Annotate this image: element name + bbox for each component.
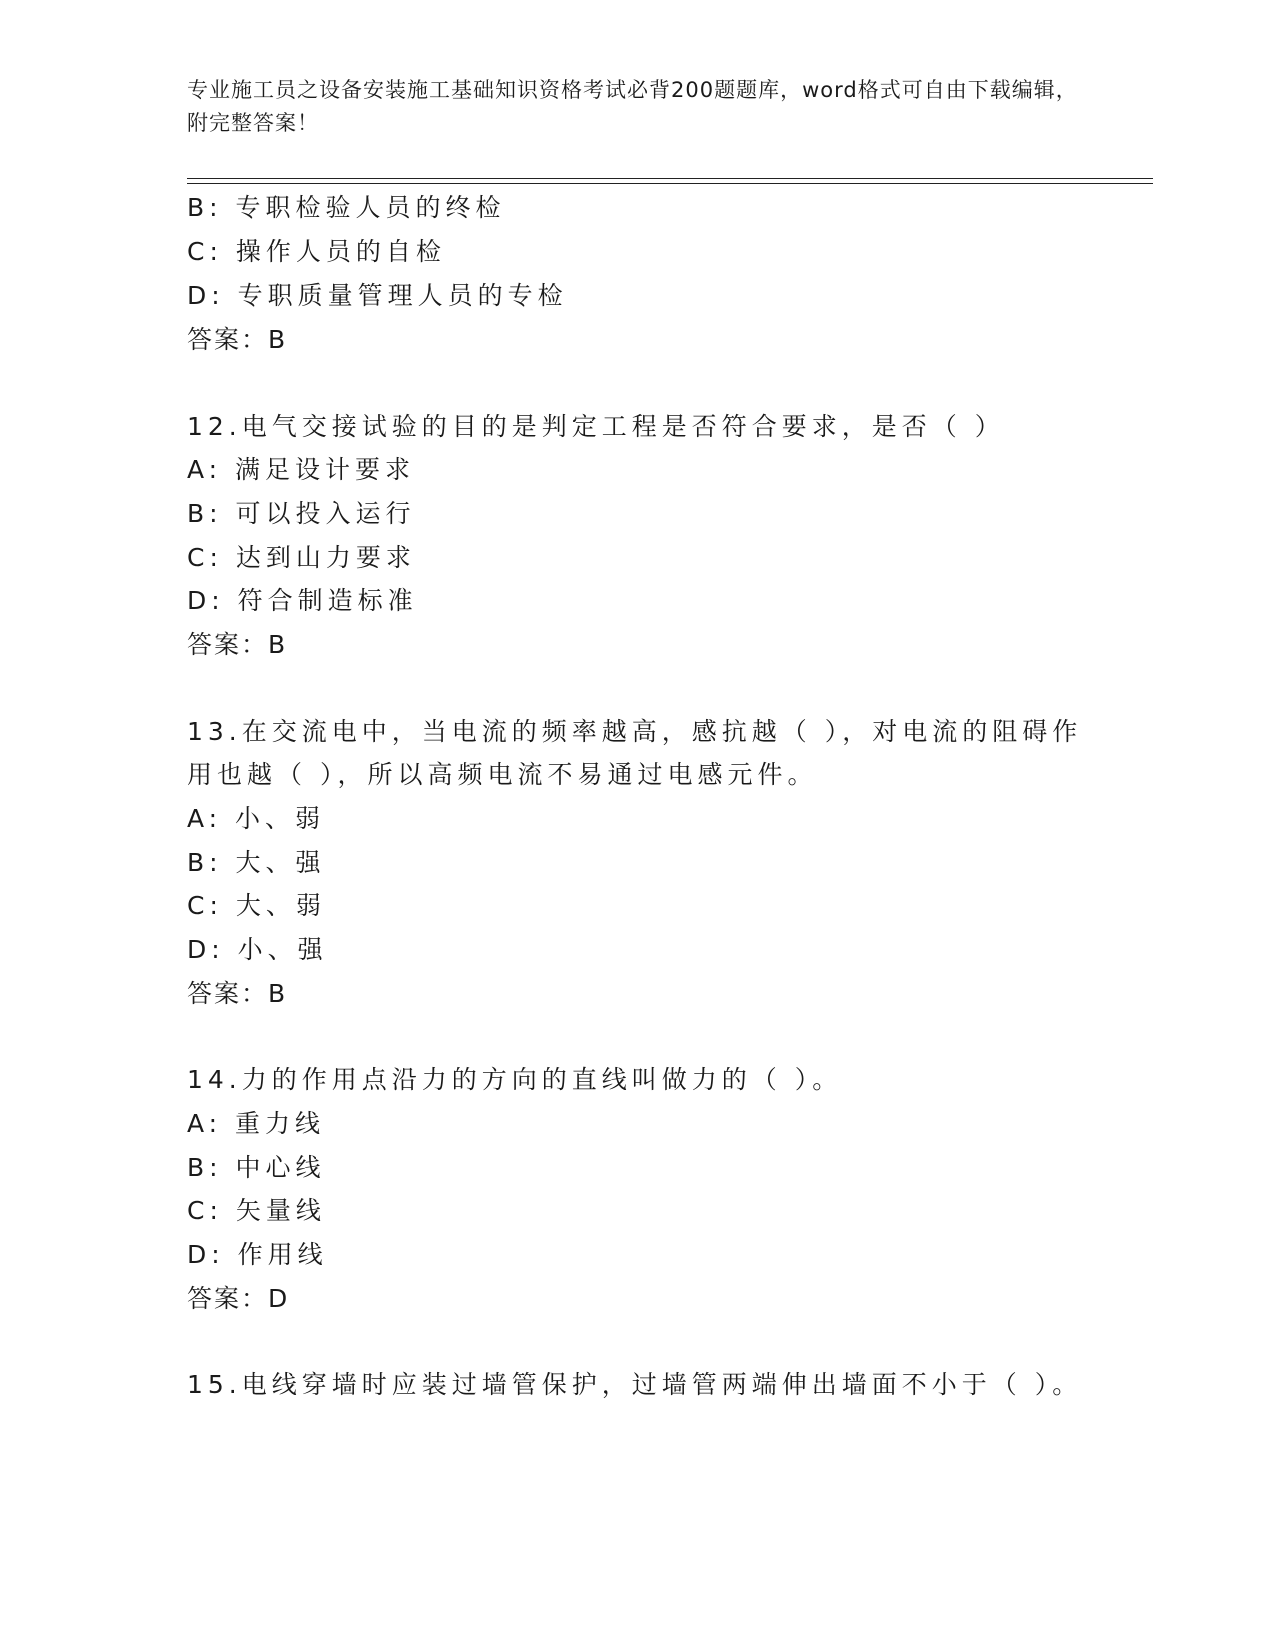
header-divider-top — [187, 178, 1153, 179]
q13-stem-line2: 用也越（ ），所以高频电流不易通过电感元件。 — [187, 760, 818, 789]
q13-option-d: D: 小、强 — [187, 935, 328, 964]
q11-option-b: B: 专职检验人员的终检 — [187, 193, 506, 222]
header-divider-bottom — [187, 183, 1153, 184]
q13-option-a: A: 小、弱 — [187, 804, 326, 833]
q14-option-b: B: 中心线 — [187, 1153, 326, 1182]
q13-option-c: C: 大、弱 — [187, 891, 326, 920]
q13-stem-line1: 13.在交流电中，当电流的频率越高，感抗越（ ），对电流的阻碍作 — [187, 717, 1083, 746]
q13-option-b: B: 大、强 — [187, 848, 326, 877]
q12-option-d: D: 符合制造标准 — [187, 586, 418, 615]
q12-answer: 答案：B — [187, 630, 288, 659]
q12-option-a: A: 满足设计要求 — [187, 455, 416, 484]
q14-stem: 14.力的作用点沿力的方向的直线叫做力的（ ）。 — [187, 1065, 843, 1094]
q14-answer: 答案：D — [187, 1284, 290, 1313]
q11-answer: 答案：B — [187, 325, 288, 354]
document-title: 专业施工员之设备安装施工基础知识资格考试必背200题题库，word格式可自由下载编辑，附完整答案！ — [187, 78, 1078, 135]
q15-stem: 15.电线穿墙时应装过墙管保护，过墙管两端伸出墙面不小于（ ）。 — [187, 1370, 1083, 1399]
q12-stem: 12.电气交接试验的目的是判定工程是否符合要求，是否（ ） — [187, 412, 1005, 441]
q14-option-a: A: 重力线 — [187, 1109, 326, 1138]
q12-option-b: B: 可以投入运行 — [187, 499, 416, 528]
q11-option-d: D: 专职质量管理人员的专检 — [187, 281, 568, 310]
q14-option-c: C: 矢量线 — [187, 1196, 326, 1225]
q12-option-c: C: 达到山力要求 — [187, 543, 416, 572]
q14-option-d: D: 作用线 — [187, 1240, 328, 1269]
q11-option-c: C: 操作人员的自检 — [187, 237, 446, 266]
q13-answer: 答案：B — [187, 979, 288, 1008]
